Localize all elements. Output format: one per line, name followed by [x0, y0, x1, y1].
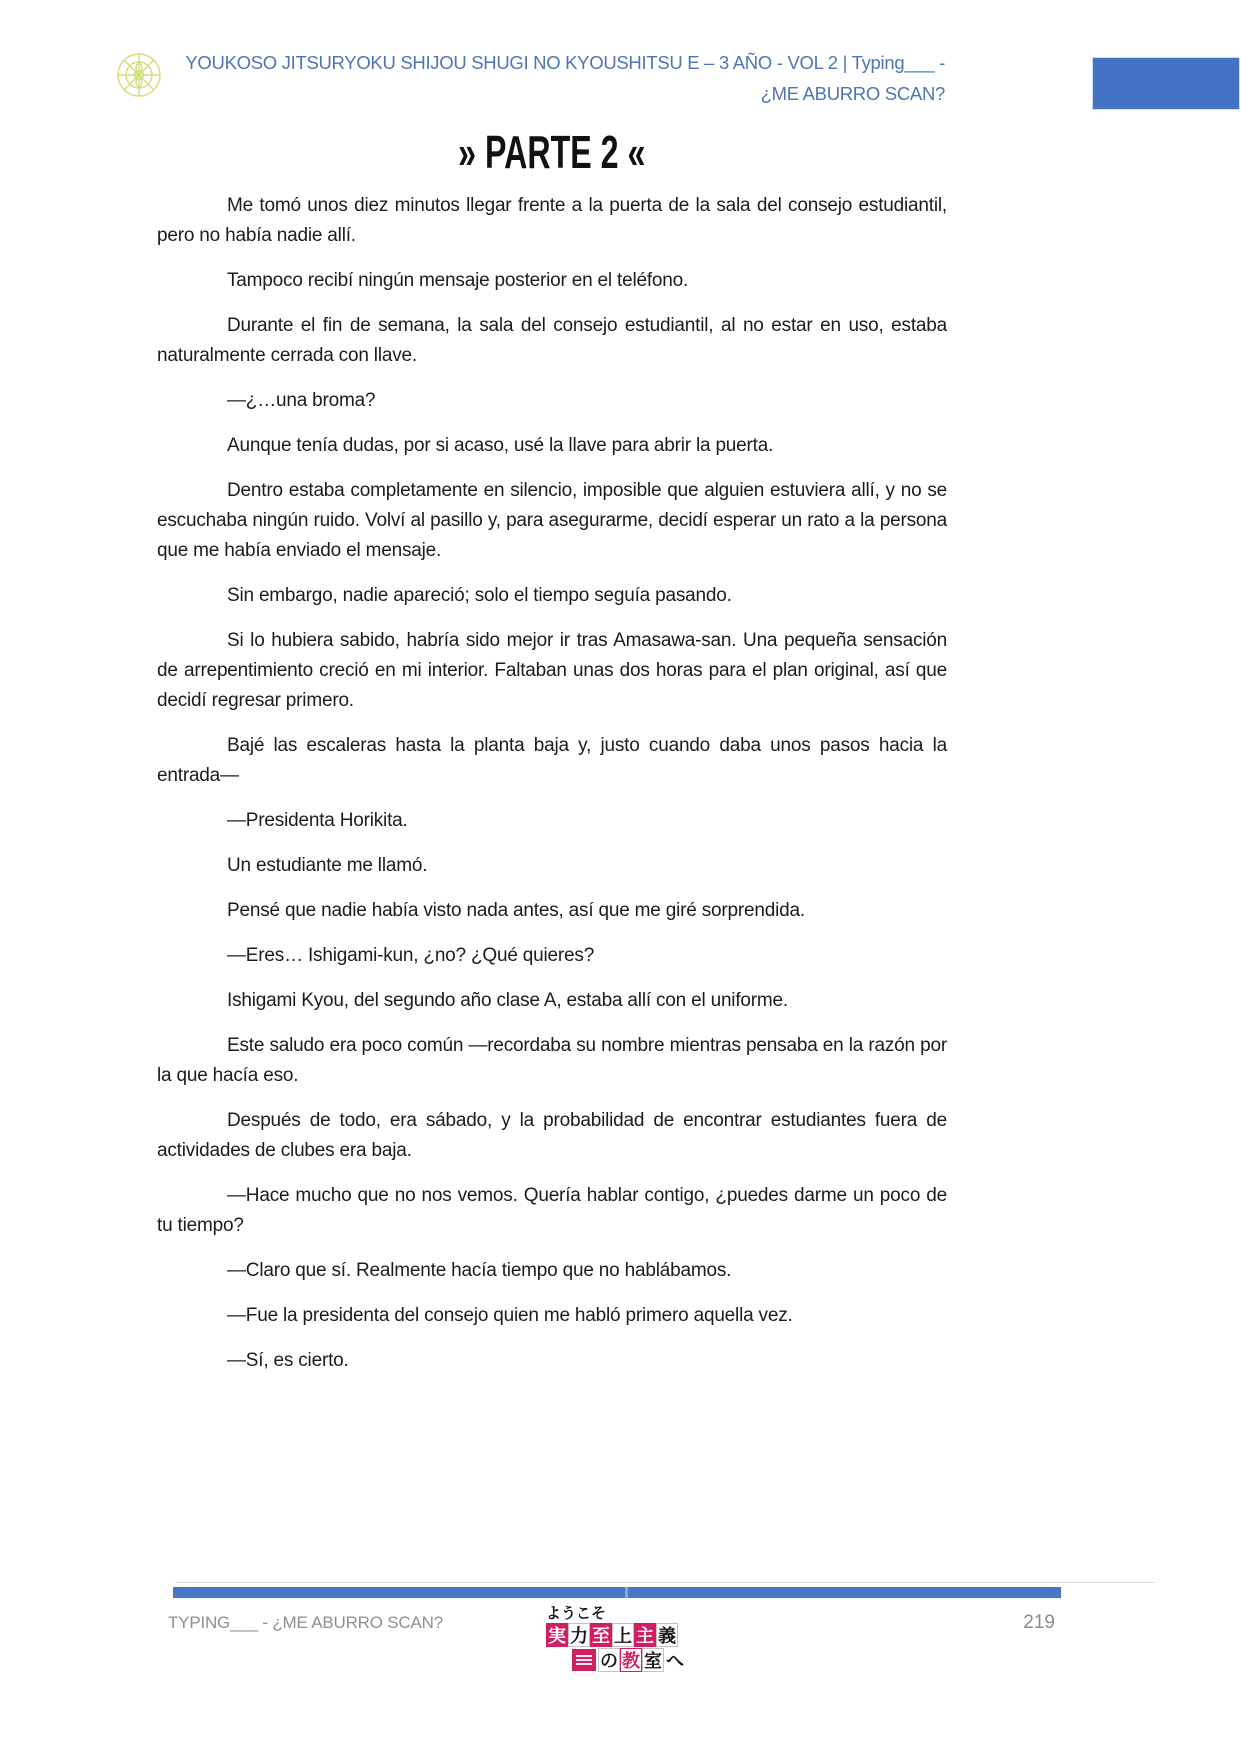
logo-tile: の: [598, 1648, 620, 1672]
paragraph: —Presidenta Horikita.: [227, 810, 408, 831]
paragraph: Tampoco recibí ningún mensaje posterior en el teléfono.: [227, 270, 689, 291]
page-number: 219: [1023, 1612, 1055, 1633]
header-title: YOUKOSO JITSURYOKU SHIJOU SHUGI NO KYOUSHITSU E – 3 AÑO - VOL 2 | Typing___ - ¿ME ABURRO SCAN?: [185, 52, 945, 104]
classroom-of-the-elite-logo: [546, 1605, 706, 1672]
body-text: [157, 191, 947, 1391]
mandala-circle-icon: [115, 51, 163, 99]
paragraph: Dentro estaba completamente en silencio, imposible que alguien estuviera allí, y no se escuchaba ningún ruido. Volví al pasillo y, para asegurarme, decidí esperar un rato a la persona que me había enviado el mensaje.: [157, 480, 947, 561]
logo-tile: 至: [590, 1623, 612, 1647]
paragraph: Un estudiante me llamó.: [227, 855, 428, 876]
logo-tile: 上: [612, 1623, 634, 1647]
logo-mini-block: [572, 1649, 596, 1671]
paragraph: Durante el fin de semana, la sala del consejo estudiantil, al no estar en uso, estaba naturalmente cerrada con llave.: [157, 315, 947, 366]
paragraph: Aunque tenía dudas, por si acaso, usé la llave para abrir la puerta.: [227, 435, 774, 456]
paragraph: —Claro que sí. Realmente hacía tiempo que no hablábamos.: [227, 1260, 732, 1281]
logo-tile: 教: [620, 1648, 642, 1672]
footer-hairline: [175, 1582, 1155, 1583]
paragraph: Este saludo era poco común —recordaba su nombre mientras pensaba en la razón por la que hacía eso.: [157, 1035, 947, 1086]
footer-scan-credit: TYPING___ - ¿ME ABURRO SCAN?: [168, 1613, 443, 1632]
logo-top-text: ようこそ: [546, 1605, 607, 1622]
paragraph: —Fue la presidenta del consejo quien me habló primero aquella vez.: [227, 1305, 793, 1326]
paragraph: Si lo hubiera sabido, habría sido mejor ir tras Amasawa-san. Una pequeña sensación de arrepentimiento creció en mi interior. Faltaban unas dos horas para el plan original, así que decidí regresar primero.: [157, 630, 947, 711]
paragraph: Sin embargo, nadie apareció; solo el tiempo seguía pasando.: [227, 585, 732, 606]
paragraph: Me tomó unos diez minutos llegar frente a la puerta de la sala del consejo estudiantil, pero no había nadie allí.: [157, 195, 947, 246]
paragraph: —Hace mucho que no nos vemos. Quería hablar contigo, ¿puedes darme un poco de tu tiempo?: [157, 1185, 947, 1236]
paragraph: Ishigami Kyou, del segundo año clase A, estaba allí con el uniforme.: [227, 990, 788, 1011]
paragraph: —Eres… Ishigami-kun, ¿no? ¿Qué quieres?: [227, 945, 595, 966]
logo-row2-tiles: [598, 1648, 686, 1672]
section-title: [157, 128, 947, 176]
logo-tile: 義: [656, 1623, 678, 1647]
paragraph: —Sí, es cierto.: [227, 1350, 349, 1371]
logo-tile: 実: [546, 1623, 568, 1647]
paragraph: —¿…una broma?: [227, 390, 376, 411]
logo-row1: [546, 1623, 706, 1647]
paragraph: Bajé las escaleras hasta la planta baja y, justo cuando daba unos pasos hacia la entrada—: [157, 735, 947, 786]
logo-tile: 力: [568, 1623, 590, 1647]
logo-row2: [572, 1648, 706, 1672]
paragraph: Pensé que nadie había visto nada antes, así que me giré sorprendida.: [227, 900, 805, 921]
logo-tile: 室: [642, 1648, 664, 1672]
paragraph: Después de todo, era sábado, y la probabilidad de encontrar estudiantes fuera de actividades de clubes era baja.: [157, 1110, 947, 1161]
logo-tile: 主: [634, 1623, 656, 1647]
footer-accent-bar: [173, 1587, 1061, 1598]
footer-bar-seam: [625, 1587, 628, 1598]
header-accent-rectangle: [1092, 57, 1240, 110]
section-title-text: » PARTE 2 «: [458, 126, 646, 178]
logo-tile: へ: [666, 1651, 684, 1671]
